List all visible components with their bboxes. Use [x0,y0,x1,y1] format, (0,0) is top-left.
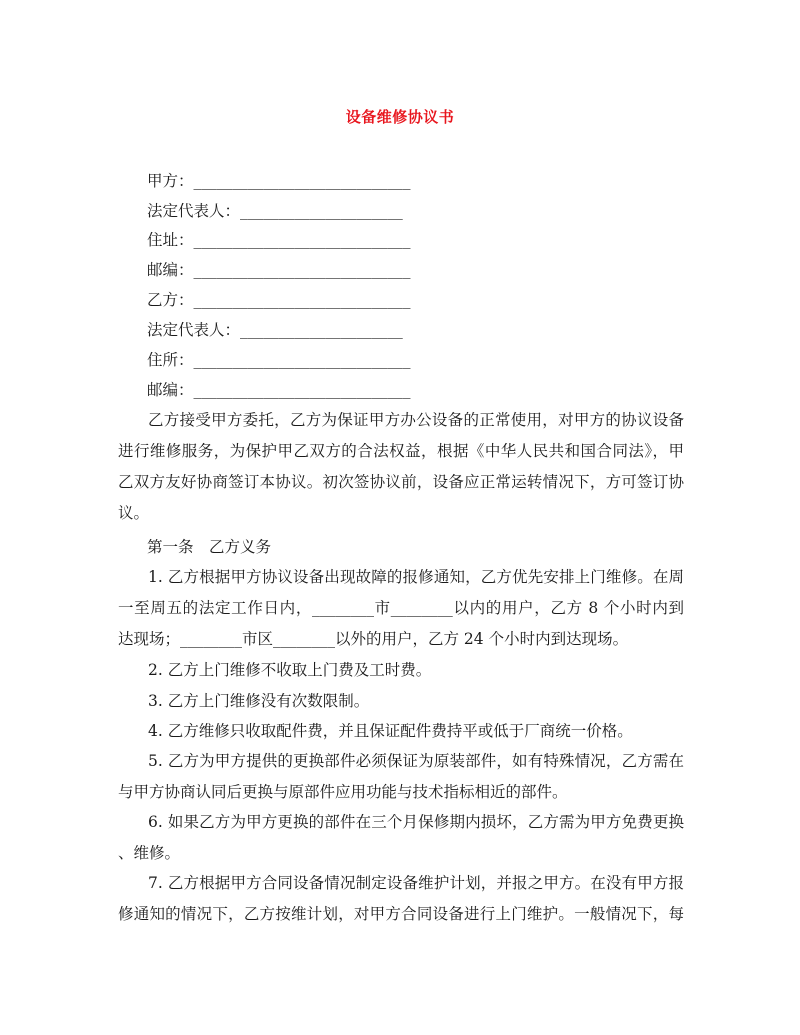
field-label: 甲方： [147,172,194,190]
party-b-residence-field [147,350,411,370]
paragraph-line: 乙双方友好协商签订本协议。初次签协议前，设备应正常运转情况下，方可签订协 [118,473,684,491]
field-blank: ____________________________ [193,172,411,190]
party-b-representative-field [147,320,403,340]
field-blank: _____________________ [240,321,403,339]
party-a-name-field [147,171,411,191]
paragraph-line: 修通知的情况下，乙方按维计划，对甲方合同设备进行上门维护。一般情况下，每 [118,905,684,923]
party-b-name-field [147,290,411,310]
party-a-representative-field [147,201,403,221]
paragraph-line: 一至周五的法定工作日内，________市________以内的用户，乙方 8 个小时内到 [118,599,684,617]
field-label: 法定代表人： [147,321,241,339]
paragraph-line: 3. 乙方上门维修没有次数限制。 [148,692,370,710]
field-label: 邮编： [147,381,194,399]
paragraph-line: 6. 如果乙方为甲方更换的部件在三个月保修期内损坏，乙方需为甲方免费更换 [148,813,684,831]
paragraph-line: 1. 乙方根据甲方协议设备出现故障的报修通知，乙方优先安排上门维修。在周 [148,568,684,586]
paragraph-line: 与甲方协商认同后更换与原部件应用功能与技术指标相近的部件。 [118,783,568,801]
paragraph-line: 乙方接受甲方委托，乙方为保证甲方办公设备的正常使用，对甲方的协议设备 [148,411,684,429]
paragraph-line: 进行维修服务，为保护甲乙双方的合法权益，根据《中华人民共和国合同法》，甲 [118,442,684,460]
clause-2-paragraph [118,655,684,686]
party-a-address-field [147,230,411,250]
field-label: 法定代表人： [147,202,241,220]
article-1-heading: 第一条 乙方义务 [147,538,272,556]
clause-5-paragraph [118,746,684,808]
clause-6-paragraph [118,807,684,869]
party-a-postcode-field [147,260,411,280]
field-blank: ____________________________ [193,261,411,279]
field-blank: ____________________________ [193,381,411,399]
field-blank: ____________________________ [193,291,411,309]
clause-7-paragraph [118,868,684,930]
field-label: 住址： [147,231,194,249]
party-b-postcode-field [147,380,411,400]
field-label: 住所： [147,351,194,369]
paragraph-line: 2. 乙方上门维修不收取上门费及工时费。 [148,661,432,679]
clause-1-paragraph [118,562,684,655]
paragraph-line: 5. 乙方为甲方提供的更换部件必须保证为原装部件，如有特殊情况，乙方需在 [148,752,684,770]
clause-3-paragraph [118,686,684,717]
paragraph-line: 议。 [118,504,150,522]
paragraph-line: 达现场；________市区________以外的用户，乙方 24 个小时内到达现场。 [118,630,629,648]
field-label: 乙方： [147,291,194,309]
paragraph-line: 7. 乙方根据甲方合同设备情况制定设备维护计划，并报之甲方。在没有甲方报 [148,874,684,892]
field-label: 邮编： [147,261,194,279]
clause-4-paragraph [118,716,684,747]
document-title: 设备维修协议书 [345,108,455,126]
intro-paragraph [118,405,684,529]
paragraph-line: 、维修。 [118,844,181,862]
field-blank: ____________________________ [193,351,411,369]
field-blank: _____________________ [240,202,403,220]
paragraph-line: 4. 乙方维修只收取配件费，并且保证配件费持平或低于厂商统一价格。 [148,722,633,740]
field-blank: ____________________________ [193,231,411,249]
